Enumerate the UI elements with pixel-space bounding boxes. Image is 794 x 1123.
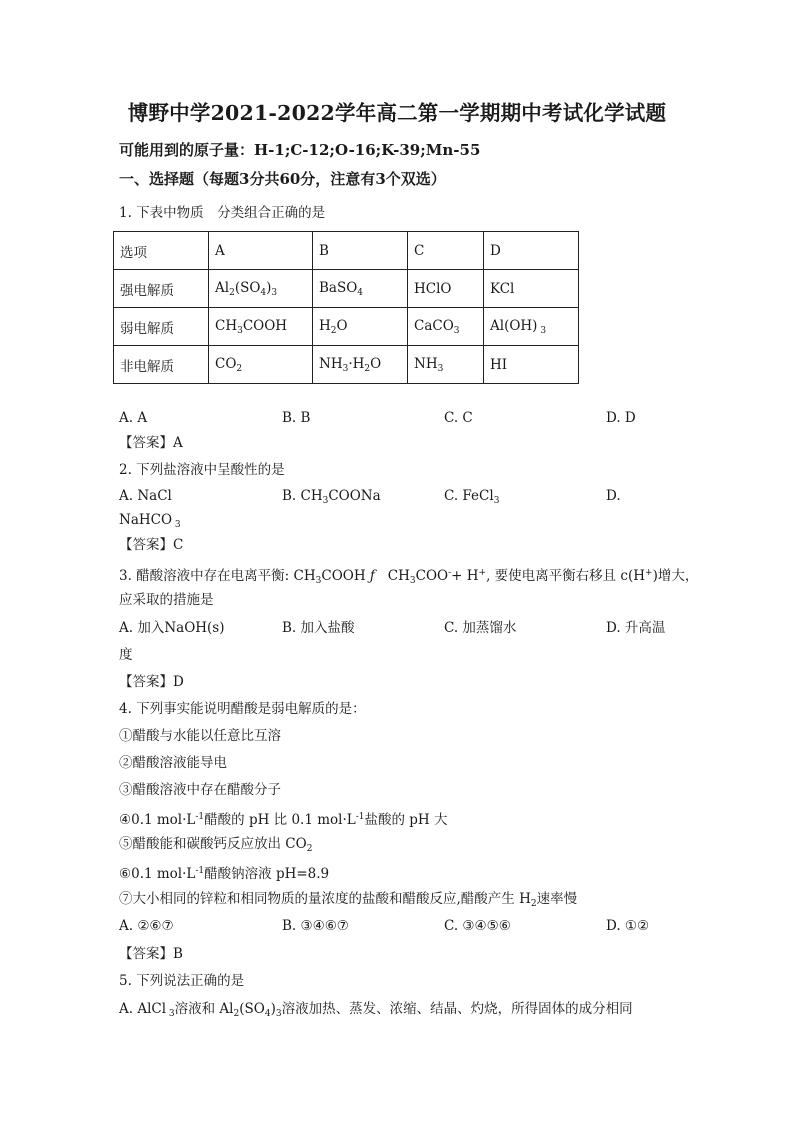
atomic-masses: 可能用到的原子量：H-1;C-12;O-16;K-39;Mn-55 <box>119 141 481 159</box>
q4-item-6-text: ⑥0.1 mol·L <box>119 866 196 882</box>
q3-option-d-cont: 度 <box>119 647 133 663</box>
table-cell: $Al_2(SO_4)_3$ <box>209 270 313 308</box>
q2-option-c-text: C. FeCl <box>444 488 494 504</box>
table-cell: CaCO$_3$ <box>408 308 484 346</box>
q2-stem: 2. 下列盐溶液中呈酸性的是 <box>119 462 285 478</box>
q5-stem: 5. 下列说法正确的是 <box>119 973 245 989</box>
q4-item-1: ①醋酸与水能以任意比互溶 <box>119 728 281 744</box>
table-cell: $NH_3$ <box>408 346 484 384</box>
table-cell: $NH_3\cdot H_2O$ <box>313 346 408 384</box>
q2-option-d: D. <box>606 488 621 504</box>
section-heading: 一、选择题（每题3分共60分，注意有3个双选） <box>119 170 446 188</box>
q2-option-c: C. FeCl$_3$ <box>444 488 500 506</box>
table-cell: C <box>408 232 484 270</box>
q4-item-3: ③醋酸溶液中存在醋酸分子 <box>119 782 281 798</box>
q2-option-a: A. NaCl <box>119 488 172 504</box>
q4-item-2: ②醋酸溶液能导电 <box>119 755 227 771</box>
q4-item-4: ④0.1 $mol\cdot L^{-1}$醋酸的 pH 比 0.1 $mol\cdot L^{-1}$盐酸的 pH 大 <box>119 812 448 828</box>
q3-option-c: C. 加蒸馏水 <box>444 620 517 636</box>
q4-answer: 【答案】B <box>119 946 183 962</box>
q1-option-a: A. A <box>119 410 148 426</box>
table-cell: 强电解质 <box>114 270 209 308</box>
q4-item-6: ⑥0.1 $mol\cdot L^{-1}$醋酸钠溶液 pH=8.9 <box>119 866 330 882</box>
table-cell: $CO_2$ <box>209 346 313 384</box>
q4-stem: 4. 下列事实能说明醋酸是弱电解质的是： <box>119 701 366 717</box>
q1-option-c: C. C <box>444 410 473 426</box>
q1-answer: 【答案】A <box>119 435 183 451</box>
q3-stem: 3. 醋酸溶液中存在电离平衡: $CH_3COOH$ ƒ $CH_3COO^-+ H^+$, 要使电离平衡右移且 c(H+)增大， <box>119 568 699 586</box>
table-cell: BaSO$_4$ <box>313 270 408 308</box>
table-cell: $H_2O$ <box>313 308 408 346</box>
table-cell: 弱电解质 <box>114 308 209 346</box>
table-cell: A <box>209 232 313 270</box>
q4-item-5: ⑤醋酸能和碳酸钙反应放出 $CO_2$ <box>119 836 313 854</box>
table-row <box>114 308 579 346</box>
table-row <box>114 232 579 270</box>
q4-option-c: C. ③④⑤⑥ <box>444 918 511 934</box>
q1-option-b: B. B <box>282 410 311 426</box>
q3-answer: 【答案】D <box>119 674 184 690</box>
table-cell: 选项 <box>114 232 209 270</box>
q4-item-7: ⑦大小相同的锌粒和相同物质的量浓度的盐酸和醋酸反应,醋酸产生 $H_2$速率慢 <box>119 891 578 909</box>
q4-option-d: D. ①② <box>606 918 650 934</box>
table-cell: B <box>313 232 408 270</box>
q3-option-d: D. 升高温 <box>606 620 666 636</box>
q2-option-d-formula: NaHCO $_3$ <box>119 512 181 530</box>
q1-option-d: D. D <box>606 410 636 426</box>
table-cell: $CH_3COOH$ <box>209 308 313 346</box>
q2-option-b: B. $CH_3COONa$ <box>282 488 381 506</box>
q3-option-a: A. 加入NaOH(s) <box>119 620 225 636</box>
table-cell: 非电解质 <box>114 346 209 384</box>
table-cell: D <box>484 232 579 270</box>
page-title: 博野中学2021-2022学年高二第一学期期中考试化学试题 <box>127 101 667 125</box>
table-cell: Al(OH) $_3$ <box>484 308 579 346</box>
table-cell: HI <box>484 346 579 384</box>
q2-answer: 【答案】C <box>119 537 184 553</box>
q4-option-b: B. ③④⑥⑦ <box>282 918 349 934</box>
table-row <box>114 270 579 308</box>
q1-table <box>113 231 579 384</box>
q3-option-b: B. 加入盐酸 <box>282 620 355 636</box>
table-cell: KCl <box>484 270 579 308</box>
q1-stem: 1. 下表中物质 分类组合正确的是 <box>119 205 326 221</box>
q4-option-a: A. ②⑥⑦ <box>119 918 174 934</box>
q3-stem-line2: 应采取的措施是 <box>119 592 214 608</box>
q5-option-a: A. AlCl $_3$溶液和 $Al_2(SO_4)_3$溶液加热、蒸发、浓缩、结晶、灼烧，所得固体的成分相同 <box>119 1001 633 1019</box>
q3-stem-text: 3. 醋酸溶液中存在电离平衡: CH <box>119 568 316 584</box>
table-row <box>114 346 579 384</box>
table-cell: HClO <box>408 270 484 308</box>
